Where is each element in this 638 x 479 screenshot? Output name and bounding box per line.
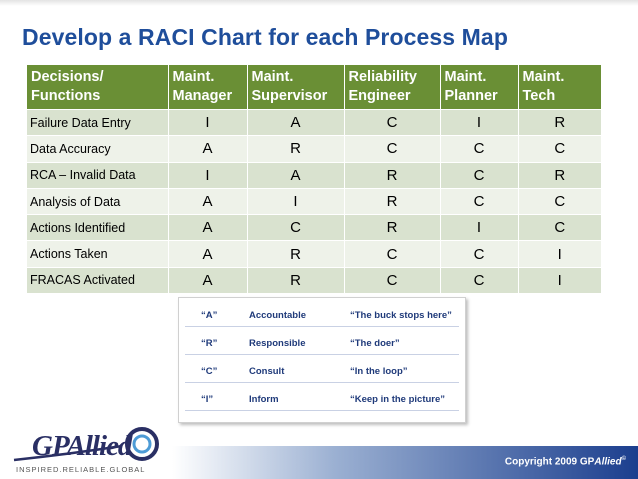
table-row xyxy=(27,110,601,136)
header-row xyxy=(27,65,601,110)
header-decisions-functions: Decisions/ Functions xyxy=(27,65,168,110)
row-function: RCA – Invalid Data xyxy=(27,162,168,188)
row-function: Failure Data Entry xyxy=(27,110,168,136)
cell-raci: C xyxy=(344,110,440,136)
cell-raci: C xyxy=(344,267,440,293)
cell-raci: C xyxy=(440,136,518,162)
cell-raci: C xyxy=(518,215,601,241)
cell-raci: R xyxy=(518,162,601,188)
cell-raci: R xyxy=(344,188,440,214)
legend-row-responsible xyxy=(185,331,459,355)
row-function: FRACAS Activated xyxy=(27,267,168,293)
cell-raci: A xyxy=(168,136,247,162)
header-reliability-engineer: Reliability Engineer xyxy=(344,65,440,110)
legend-description: “The buck stops here” xyxy=(350,310,452,321)
header-maint-manager: Maint. Manager xyxy=(168,65,247,110)
slide-title: Develop a RACI Chart for each Process Map xyxy=(22,24,508,50)
cell-raci: I xyxy=(168,110,247,136)
logo-tagline: INSPIRED.RELIABLE.GLOBAL xyxy=(16,465,146,474)
table-row xyxy=(27,267,601,293)
legend-row-inform xyxy=(185,387,459,411)
cell-raci: A xyxy=(168,241,247,267)
cell-raci: R xyxy=(247,136,344,162)
header-maint-supervisor: Maint. Supervisor xyxy=(247,65,344,110)
cell-raci: R xyxy=(518,110,601,136)
cell-raci: C xyxy=(440,267,518,293)
legend-word: Responsible xyxy=(249,338,306,349)
cell-raci: A xyxy=(168,267,247,293)
legend-letter: “A” xyxy=(201,310,218,321)
raci-table xyxy=(27,65,601,293)
cell-raci: I xyxy=(518,267,601,293)
legend-row-accountable xyxy=(185,303,459,327)
legend-description: “Keep in the picture” xyxy=(350,394,446,405)
legend-description: “In the loop” xyxy=(350,366,408,377)
cell-raci: C xyxy=(518,136,601,162)
cell-raci: R xyxy=(344,162,440,188)
cell-raci: I xyxy=(247,188,344,214)
cell-raci: C xyxy=(440,188,518,214)
legend-letter: “I” xyxy=(201,394,214,405)
table-row xyxy=(27,162,601,188)
cell-raci: C xyxy=(440,162,518,188)
header-maint-tech: Maint. Tech xyxy=(518,65,601,110)
row-function: Analysis of Data xyxy=(27,188,168,214)
cell-raci: A xyxy=(247,110,344,136)
cell-raci: R xyxy=(344,215,440,241)
logo-wordmark: GPAllied xyxy=(32,430,132,462)
copyright-notice: Copyright 2009 GPAllied© xyxy=(504,456,626,468)
gpallied-logo xyxy=(10,424,170,476)
cell-raci: I xyxy=(168,162,247,188)
cell-raci: C xyxy=(247,215,344,241)
cell-raci: I xyxy=(440,215,518,241)
row-function: Data Accuracy xyxy=(27,136,168,162)
cell-raci: I xyxy=(518,241,601,267)
cell-raci: A xyxy=(247,162,344,188)
cell-raci: A xyxy=(168,188,247,214)
cell-raci: I xyxy=(440,110,518,136)
cell-raci: C xyxy=(518,188,601,214)
cell-raci: C xyxy=(440,241,518,267)
legend-letter: “C” xyxy=(201,366,218,377)
row-function: Actions Identified xyxy=(27,215,168,241)
table-row xyxy=(27,136,601,162)
table-row xyxy=(27,215,601,241)
table-row xyxy=(27,188,601,214)
legend-word: Consult xyxy=(249,366,285,377)
cell-raci: A xyxy=(168,215,247,241)
raci-legend xyxy=(178,297,466,423)
legend-letter: “R” xyxy=(201,338,218,349)
cell-raci: C xyxy=(344,136,440,162)
top-rule xyxy=(0,0,638,6)
header-maint-planner: Maint. Planner xyxy=(440,65,518,110)
cell-raci: R xyxy=(247,267,344,293)
legend-word: Accountable xyxy=(249,310,307,321)
cell-raci: R xyxy=(247,241,344,267)
cell-raci: C xyxy=(344,241,440,267)
table-row xyxy=(27,241,601,267)
legend-word: Inform xyxy=(249,394,279,405)
legend-description: “The doer” xyxy=(350,338,400,349)
legend-row-consult xyxy=(185,359,459,383)
row-function: Actions Taken xyxy=(27,241,168,267)
